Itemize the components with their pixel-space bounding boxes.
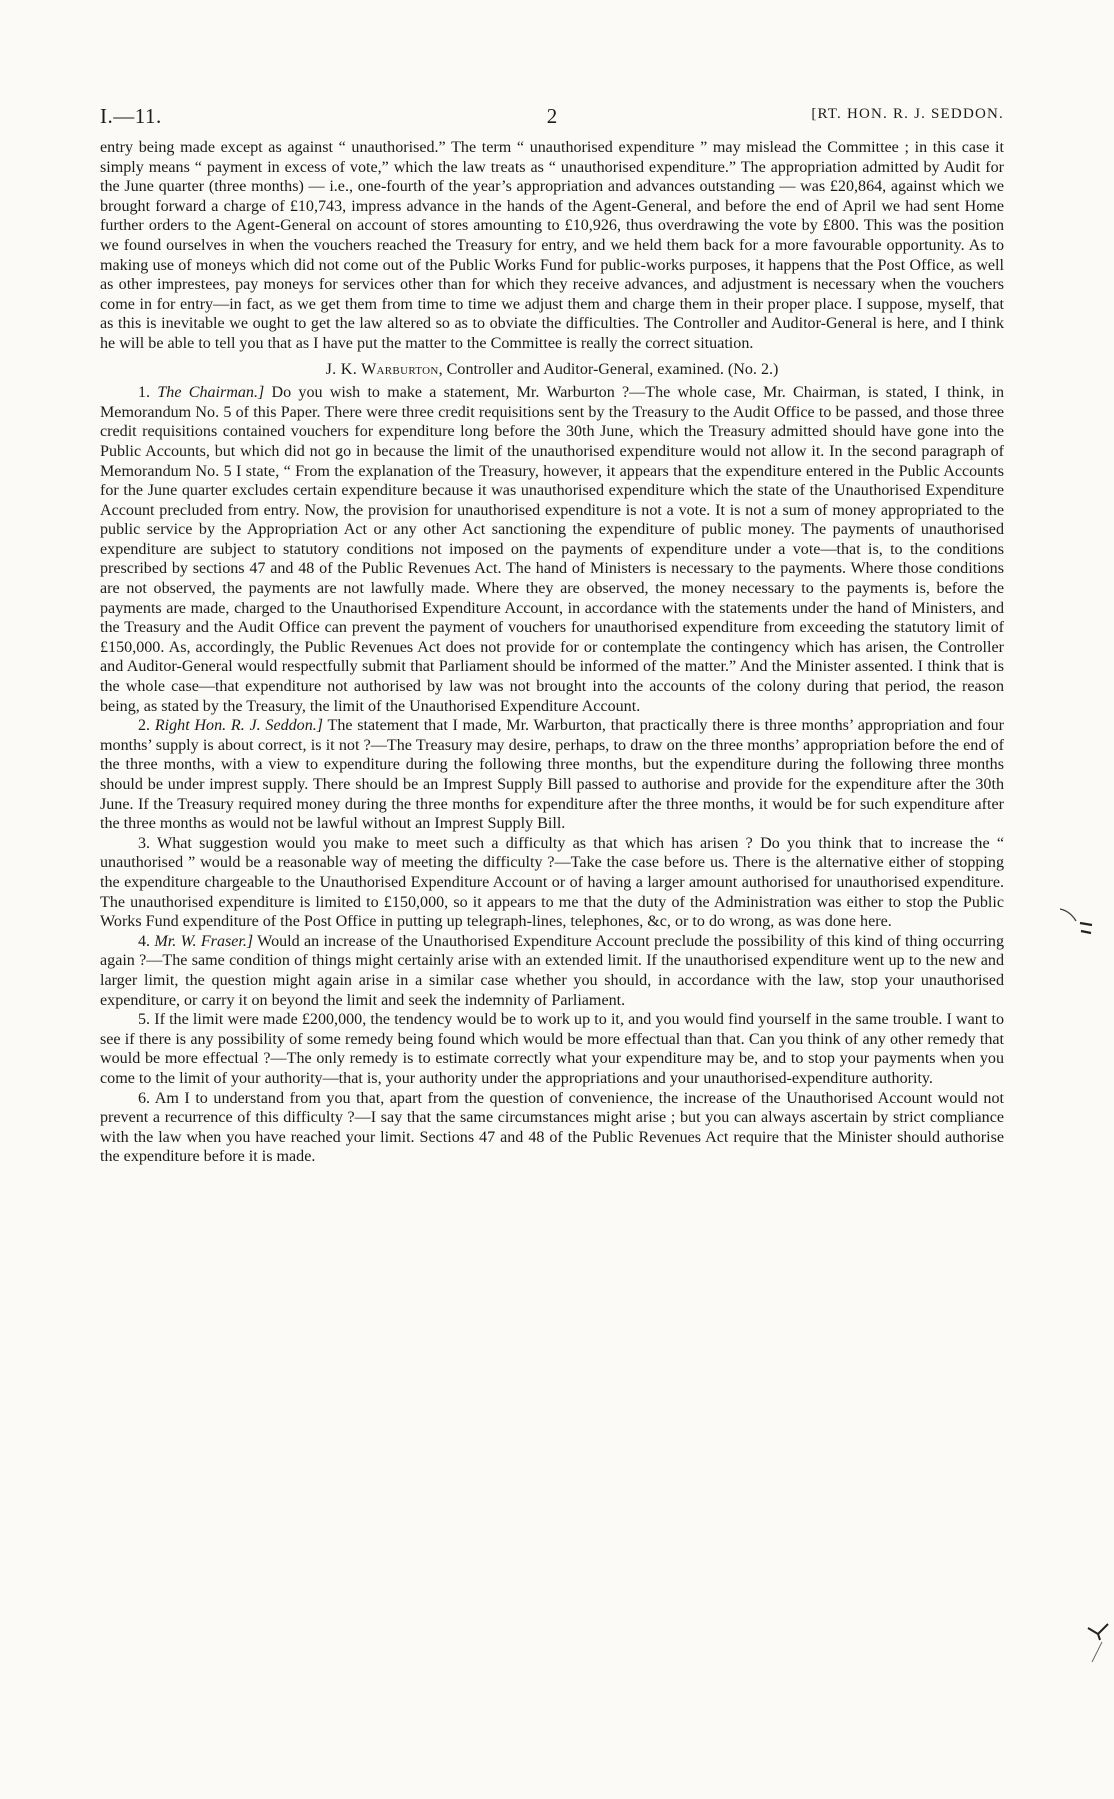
witness-description: , Controller and Auditor-General, examined. (No. 2.) (438, 360, 779, 378)
page-number: 2 (546, 104, 558, 128)
question-4 (100, 932, 1004, 1010)
running-head: [RT. HON. R. J. SEDDON. (811, 106, 1004, 122)
speaker: Right Hon. R. J. Seddon.] (154, 717, 324, 735)
witness-name: J. K. Warburton (325, 360, 439, 378)
speaker: Mr. W. Fraser.] (154, 932, 254, 950)
question-text: Do you wish to make a statement, Mr. Warburton ?—The whole case, Mr. Chairman, is stated, I think, in Memorandum No. 5 of this Paper. There were three credit requisitions sent by the Treasury to the Audit Office to be passed, and those three credit requisitions contained vouchers for expenditure long before the 30th June, which the Treasury admitted should have gone into the Public Accounts, but which did not go in because the limit of the unauthorised expenditure would not allow it. In the second paragraph of Memorandum No. 5 I state, “ From the explanation of the Treasury, however, it appears that the expenditure entered in the Public Accounts for the June quarter excludes certain expenditure because it was unauthorised expenditure which the state of the Unauthorised Expenditure Account precluded from entry. Now, the provision for unauthorised expenditure is not a vote. It is not a sum of money appropriated to the public service by the Appropriation Act or any other Act sanctioning the expenditure of public money. The payments of unauthorised expenditure are subject to statutory conditions not imposed on the payments of expenditure under a vote—that is, to the conditions prescribed by sections 47 and 48 of the Public Revenues Act. The hand of Ministers is necessary to the payments. Where those conditions are not observed, the payments are not lawfully made. Where they are observed, the money necessary to the payments is, before the payments are made, charged to the Unauthorised Expenditure Account, in accordance with the statements under the hand of Ministers, and the Treasury and the Audit Office can prevent the payment of vouchers for unauthorised expenditure from exceeding the statutory limit of £150,000. As, accordingly, the Public Revenues Act does not provide for or contemplate the contingency which has arisen, the Controller and Auditor-General would respectfully submit that Parliament should be informed of the matter.” And the Minister assented. I think that is the whole case—that expenditure not authorised by law was not brought into the accounts of the colony during that period, the reason being, as stated by the Treasury, the limit of the Unauthorised Expenditure Account. (100, 384, 1005, 715)
paper-reference: I.—11. (100, 104, 162, 128)
question-3: 3. What suggestion would you make to meet such a difficulty as that which has arisen ? Do you think that to increase the “ unauthorised ” would be a reasonable way of meeting the difficulty ?—Take the case before us. There is the alternative either of stopping the expenditure chargeable to the Unauthorised Expenditure Account or of having a larger amount authorised for unauthorised expenditure. The unauthorised expenditure is limited to £150,000, so it appears to me that the duty of the Administration was either to stop the Public Works Fund expenditure of the Post Office in putting up telegraph-lines, telephones, &c, or to do wrong, as was done here. (100, 834, 1004, 931)
page-header (100, 104, 1004, 138)
question-text: Would an increase of the Unauthorised Expenditure Account preclude the possibility of this kind of thing occurring again ?—The same condition of things might certainly arise with an extended limit. If the unauthorised expenditure went up to the new and larger limit, the question might again arise in a similar case whether you should, in accordance with the law, stop your unauthorised expenditure, or carry it on beyond the limit and seek the indemnity of Parliament. (100, 932, 1005, 1009)
speaker: The Chairman.] (157, 384, 265, 402)
question-text: The statement that I made, Mr. Warburton, that practically there is three months’ appropriation and four months’ supply is about correct, is it not ?—The Treasury may desire, perhaps, to draw on the three months’ appropriation before the end of the three months, with a view to expenditure during the following three months, but the expenditure during the following three months should be under imprest supply. There should be an Imprest Supply Bill passed to authorise and provide for the expenditure after the 30th June. If the Treasury required money during the three months for expenditure after the three months, it would be for such expenditure after the three months as would not be lawful without an Imprest Supply Bill. (100, 717, 1004, 833)
witness-heading (100, 360, 1004, 380)
margin-tick-icon (1086, 1620, 1112, 1668)
question-5: 5. If the limit were made £200,000, the tendency would be to work up to it, and you would find yourself in the same trouble. I want to see if there is any possibility of some remedy being found which would be more effectual than that. Can you think of any other remedy that would be more effectual ?—The only remedy is to estimate correctly what your expenditure may be, and to stop your payments when you come to the limit of your authority—that is, your authority under the appropriations and your unauthorised-expenditure authority. (100, 1011, 1004, 1087)
document-page (100, 104, 1004, 1167)
intro-paragraph: entry being made except as against “ unauthorised.” The term “ unauthorised expenditure ” may mislead the Committee ; in this case it simply means “ payment in excess of vote,” which the law treats as “ unauthorised expenditure.” The appropriation admitted by Audit for the June quarter (three months) — i.e., one-fourth of the year’s appropriation and advances outstanding — was £20,864, against which we brought forward a charge of £10,743, impress advance in the hands of the Agent-General, and before the end of April we had sent Home further orders to the Agent-General on account of stores amounting to £10,926, thus overdrawing the vote by £800. This was the position we found ourselves in when the vouchers reached the Treasury for entry, and we held them back for a more favourable opportunity. As to making use of moneys which did not come out of the Public Works Fund for public-works purposes, it happens that the Post Office, as well as other imprestees, pay moneys for services other than for which they receive advances, and adjustment is necessary when the vouchers come in for entry—in fact, as we get them from time to time we adjust them and charge them in their proper place. I suppose, myself, that as this is inevitable we ought to get the law altered so as to obviate the difficulties. The Controller and Auditor-General is here, and I think he will be able to tell you that as I have put the matter to the Committee is really the correct situation. (100, 139, 1004, 352)
question-1 (100, 383, 1004, 716)
question-2 (100, 716, 1004, 834)
page-body (100, 138, 1004, 1167)
question-number: 1. (138, 384, 151, 402)
question-number: 2. (138, 717, 151, 735)
question-6: 6. Am I to understand from you that, apart from the question of convenience, the increase of the Unauthorised Account would not prevent a recurrence of this difficulty ?—I say that the same circumstances might arise ; but you can always ascertain by strict compliance with the law when you have reached your limit. Sections 47 and 48 of the Public Revenues Act require that the Minister should authorise the expenditure before it is made. (100, 1089, 1004, 1166)
question-number: 4. (138, 932, 151, 950)
margin-mark-icon (1058, 905, 1098, 951)
